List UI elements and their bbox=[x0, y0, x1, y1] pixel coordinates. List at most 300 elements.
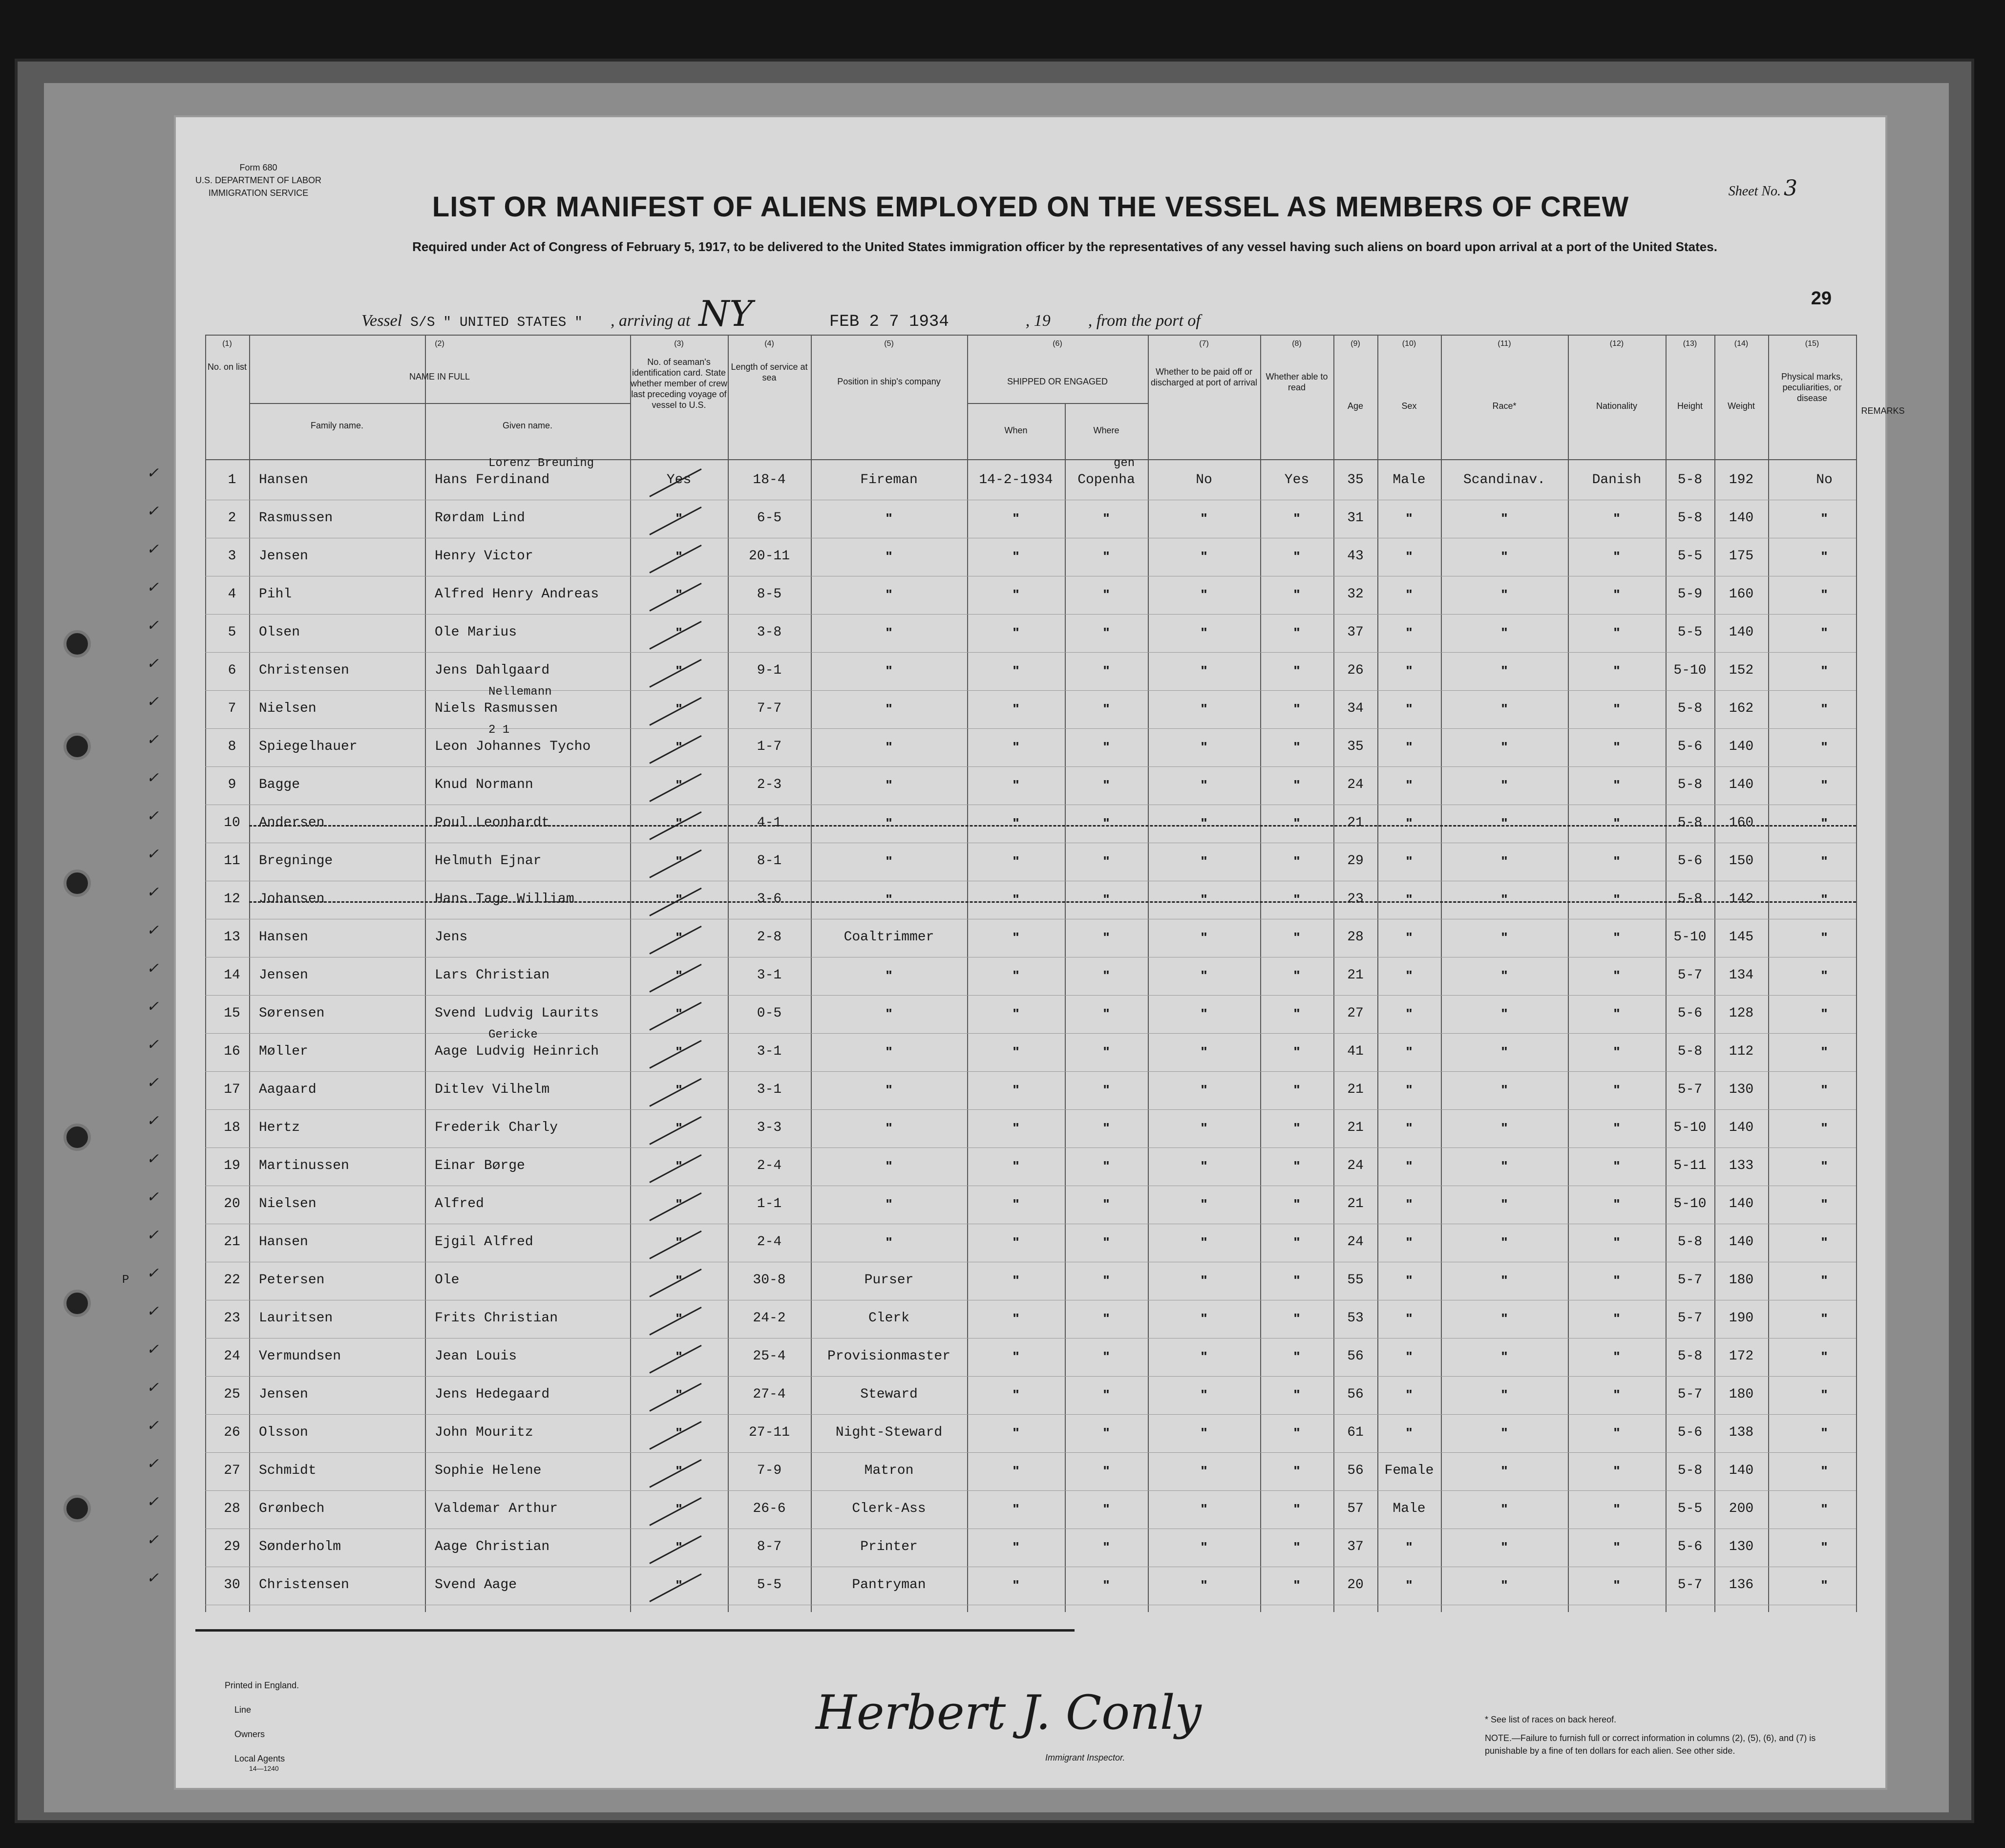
cell-height: 5-8 bbox=[1677, 892, 1703, 907]
cell-id: " bbox=[675, 1044, 682, 1059]
department: U.S. DEPARTMENT OF LABOR bbox=[195, 175, 322, 185]
cell-race: " bbox=[1501, 510, 1508, 526]
cell-phys: " bbox=[1821, 968, 1828, 983]
cell-paid: " bbox=[1201, 1082, 1207, 1097]
cell-no: 21 bbox=[224, 1234, 240, 1250]
cell-height: 5-7 bbox=[1677, 1082, 1703, 1097]
cell-family: Olsen bbox=[259, 625, 300, 640]
given-name-addition: 2 1 bbox=[488, 723, 510, 737]
cell-phys: " bbox=[1821, 1006, 1828, 1021]
cell-id: " bbox=[675, 777, 682, 792]
cell-phys: " bbox=[1821, 1196, 1828, 1211]
cell-service: 27-4 bbox=[753, 1387, 786, 1402]
cell-height: 5-8 bbox=[1677, 1463, 1703, 1478]
cell-position: Pantryman bbox=[852, 1577, 926, 1593]
row-mark: P bbox=[122, 1274, 129, 1287]
cell-position: " bbox=[886, 1044, 892, 1059]
column-number: (12) bbox=[1609, 340, 1624, 348]
checkmark: ✓ bbox=[147, 807, 159, 825]
cell-position: " bbox=[886, 739, 892, 754]
cell-nat: " bbox=[1613, 1463, 1620, 1478]
cell-service: 3-6 bbox=[757, 892, 782, 907]
column-number: (15) bbox=[1805, 340, 1819, 348]
cell-height: 5-7 bbox=[1677, 1387, 1703, 1402]
table-column-rule bbox=[249, 335, 250, 1612]
checkmark: ✓ bbox=[147, 1036, 159, 1053]
cell-family: Hertz bbox=[259, 1120, 300, 1135]
cell-paid: " bbox=[1201, 777, 1207, 792]
cell-where: " bbox=[1103, 587, 1110, 602]
page-subtitle: Required under Act of Congress of February 5, 1917, to be delivered to the United States immigration officer by the representatives of any vessel having such aliens on board upon arrival at a port of the United States. bbox=[412, 239, 1717, 254]
cell-read: " bbox=[1293, 1273, 1300, 1288]
cell-nat: " bbox=[1613, 1273, 1620, 1288]
cell-paid: " bbox=[1201, 968, 1207, 983]
cell-given: John Mouritz bbox=[435, 1425, 533, 1440]
cell-read: " bbox=[1293, 625, 1300, 640]
cell-position: " bbox=[886, 1196, 892, 1211]
cell-id: " bbox=[675, 1158, 682, 1173]
cell-age: 24 bbox=[1347, 1234, 1364, 1250]
cell-race: " bbox=[1501, 853, 1508, 869]
header-position: Position in ship's company bbox=[837, 377, 941, 386]
cell-id: " bbox=[675, 853, 682, 869]
cell-age: 32 bbox=[1347, 587, 1364, 602]
row-rule bbox=[205, 1490, 1856, 1491]
cell-nat: " bbox=[1613, 1158, 1620, 1173]
cell-nat: " bbox=[1613, 1196, 1620, 1211]
cell-when: " bbox=[1013, 1273, 1019, 1288]
cell-age: 41 bbox=[1347, 1044, 1364, 1059]
checkmark: ✓ bbox=[147, 579, 159, 596]
row-rule bbox=[205, 1109, 1856, 1110]
cell-when: " bbox=[1013, 1006, 1019, 1021]
cell-when: " bbox=[1013, 1234, 1019, 1250]
cell-phys: " bbox=[1821, 1158, 1828, 1173]
cell-paid: " bbox=[1201, 1501, 1207, 1516]
header-sex: Sex bbox=[1401, 401, 1417, 411]
cell-race: " bbox=[1501, 1082, 1508, 1097]
cell-nat: " bbox=[1613, 1234, 1620, 1250]
cell-id: " bbox=[675, 663, 682, 678]
cell-weight: 140 bbox=[1729, 739, 1754, 754]
cell-age: 61 bbox=[1347, 1425, 1364, 1440]
header-paid-off: Whether to be paid off or discharged at port of arrival bbox=[1150, 367, 1258, 387]
sheet-label: Sheet No. bbox=[1728, 184, 1781, 199]
cell-position: Night-Steward bbox=[835, 1425, 943, 1440]
cell-where: " bbox=[1103, 930, 1110, 945]
cell-read: " bbox=[1293, 815, 1300, 830]
cell-weight: 140 bbox=[1729, 777, 1754, 792]
cell-race: " bbox=[1501, 1120, 1508, 1135]
cell-when: " bbox=[1013, 510, 1019, 526]
cell-race: " bbox=[1501, 1273, 1508, 1288]
cell-age: 35 bbox=[1347, 739, 1364, 754]
cell-paid: " bbox=[1201, 1387, 1207, 1402]
cell-nat: " bbox=[1613, 663, 1620, 678]
penalty-note: NOTE.—Failure to furnish full or correct information in columns (2), (5), (6), and (7) is punishable by a fine of ten dollars for each alien. See other side. bbox=[1485, 1733, 1816, 1756]
cell-age: 55 bbox=[1347, 1273, 1364, 1288]
cell-height: 5-10 bbox=[1673, 1196, 1707, 1211]
cell-height: 5-10 bbox=[1673, 663, 1707, 678]
cell-sex: " bbox=[1406, 587, 1413, 602]
cell-sex: " bbox=[1406, 663, 1413, 678]
checkmark: ✓ bbox=[147, 617, 159, 634]
cell-where: " bbox=[1103, 1387, 1110, 1402]
cell-family: Jensen bbox=[259, 549, 308, 564]
cell-weight: 160 bbox=[1729, 587, 1754, 602]
checkmark: ✓ bbox=[147, 465, 159, 482]
cell-nat: " bbox=[1613, 1539, 1620, 1554]
cell-family: Bagge bbox=[259, 777, 300, 792]
cell-id: " bbox=[675, 815, 682, 830]
cell-race: " bbox=[1501, 815, 1508, 830]
cell-given: Alfred bbox=[435, 1196, 484, 1211]
cell-where: " bbox=[1103, 549, 1110, 564]
cell-service: 3-1 bbox=[757, 968, 782, 983]
cell-height: 5-6 bbox=[1677, 1539, 1703, 1554]
cell-phys: " bbox=[1821, 1082, 1828, 1097]
cell-service: 8-1 bbox=[757, 853, 782, 869]
cell-age: 26 bbox=[1347, 663, 1364, 678]
cell-service: 1-1 bbox=[757, 1196, 782, 1211]
row-rule bbox=[205, 728, 1856, 729]
cell-where: " bbox=[1103, 1463, 1110, 1478]
cell-no: 7 bbox=[228, 701, 236, 716]
cell-weight: 133 bbox=[1729, 1158, 1754, 1173]
cell-position: " bbox=[886, 510, 892, 526]
cell-service: 1-7 bbox=[757, 739, 782, 754]
cell-when: " bbox=[1013, 1120, 1019, 1135]
cell-nat: " bbox=[1613, 1082, 1620, 1097]
cell-position: " bbox=[886, 1006, 892, 1021]
cell-given: Svend Ludvig Laurits bbox=[435, 1006, 599, 1021]
cell-service: 3-8 bbox=[757, 625, 782, 640]
cell-age: 21 bbox=[1347, 1082, 1364, 1097]
checkmark: ✓ bbox=[147, 1570, 159, 1587]
cell-weight: 128 bbox=[1729, 1006, 1754, 1021]
cell-race: " bbox=[1501, 1577, 1508, 1593]
cell-phys: " bbox=[1821, 510, 1828, 526]
cell-weight: 130 bbox=[1729, 1539, 1754, 1554]
cell-given: Frederik Charly bbox=[435, 1120, 558, 1135]
cell-phys: " bbox=[1821, 815, 1828, 830]
cell-read: " bbox=[1293, 1387, 1300, 1402]
cell-where: " bbox=[1103, 739, 1110, 754]
cell-height: 5-8 bbox=[1677, 510, 1703, 526]
cell-service: 7-7 bbox=[757, 701, 782, 716]
cell-when: 14-2-1934 bbox=[979, 472, 1053, 488]
cell-phys: " bbox=[1821, 625, 1828, 640]
line-label: Line bbox=[234, 1705, 252, 1715]
cell-given: Ole Marius bbox=[435, 625, 517, 640]
header-where: Where bbox=[1093, 425, 1119, 435]
cell-weight: 140 bbox=[1729, 1234, 1754, 1250]
column-number: (10) bbox=[1402, 340, 1416, 348]
cell-weight: 112 bbox=[1729, 1044, 1754, 1059]
cell-phys: " bbox=[1821, 892, 1828, 907]
cell-race: " bbox=[1501, 1044, 1508, 1059]
cell-height: 5-5 bbox=[1677, 625, 1703, 640]
cell-where: " bbox=[1103, 1577, 1110, 1593]
vessel-label: Vessel bbox=[361, 312, 402, 330]
cell-family: Jensen bbox=[259, 968, 308, 983]
cell-sex: " bbox=[1406, 1539, 1413, 1554]
cell-height: 5-6 bbox=[1677, 739, 1703, 754]
cell-race: " bbox=[1501, 930, 1508, 945]
cell-race: " bbox=[1501, 1158, 1508, 1173]
cell-read: " bbox=[1293, 1501, 1300, 1516]
cell-read: " bbox=[1293, 930, 1300, 945]
cell-height: 5-8 bbox=[1677, 1044, 1703, 1059]
cell-race: " bbox=[1501, 1196, 1508, 1211]
cell-weight: 160 bbox=[1729, 815, 1754, 830]
cell-id: " bbox=[675, 930, 682, 945]
cell-weight: 140 bbox=[1729, 625, 1754, 640]
binder-hole bbox=[63, 1124, 91, 1151]
cell-read: " bbox=[1293, 1006, 1300, 1021]
cell-weight: 134 bbox=[1729, 968, 1754, 983]
cell-id: " bbox=[675, 739, 682, 754]
strikethrough-line bbox=[249, 901, 1856, 903]
cell-given: Jens Dahlgaard bbox=[435, 663, 550, 678]
cell-read: " bbox=[1293, 701, 1300, 716]
cell-service: 4-1 bbox=[757, 815, 782, 830]
cell-read: " bbox=[1293, 1311, 1300, 1326]
cell-where: " bbox=[1103, 510, 1110, 526]
cell-sex: " bbox=[1406, 892, 1413, 907]
cell-given: Hans Tage William bbox=[435, 892, 574, 907]
cell-given: Einar Børge bbox=[435, 1158, 525, 1173]
cell-nat: " bbox=[1613, 1044, 1620, 1059]
cell-position: Clerk-Ass bbox=[852, 1501, 926, 1516]
cell-sex: " bbox=[1406, 1425, 1413, 1440]
cell-given: Knud Normann bbox=[435, 777, 533, 792]
cell-where: " bbox=[1103, 1082, 1110, 1097]
cell-race: " bbox=[1501, 1349, 1508, 1364]
cell-where: " bbox=[1103, 968, 1110, 983]
cell-read: " bbox=[1293, 968, 1300, 983]
checkmark: ✓ bbox=[147, 503, 159, 520]
header-height: Height bbox=[1677, 401, 1703, 411]
cell-read: " bbox=[1293, 1120, 1300, 1135]
cell-age: 56 bbox=[1347, 1463, 1364, 1478]
cell-position: " bbox=[886, 1082, 892, 1097]
cell-service: 2-4 bbox=[757, 1158, 782, 1173]
cell-phys: " bbox=[1821, 1044, 1828, 1059]
cell-when: " bbox=[1013, 1539, 1019, 1554]
cell-weight: 140 bbox=[1729, 1120, 1754, 1135]
header-nationality: Nationality bbox=[1596, 401, 1638, 411]
cell-when: " bbox=[1013, 739, 1019, 754]
cell-height: 5-7 bbox=[1677, 1311, 1703, 1326]
cell-sex: " bbox=[1406, 625, 1413, 640]
cell-paid: " bbox=[1201, 892, 1207, 907]
cell-position: " bbox=[886, 1158, 892, 1173]
table-top-rule bbox=[205, 335, 1856, 336]
cell-position: " bbox=[886, 1234, 892, 1250]
cell-nat: " bbox=[1613, 1501, 1620, 1516]
cell-sex: " bbox=[1406, 1082, 1413, 1097]
cell-age: 21 bbox=[1347, 815, 1364, 830]
given-name-addition: Gericke bbox=[488, 1028, 538, 1041]
cell-service: 18-4 bbox=[753, 472, 786, 488]
cell-paid: " bbox=[1201, 1539, 1207, 1554]
row-rule bbox=[205, 995, 1856, 996]
cell-id: " bbox=[675, 1349, 682, 1364]
cell-id: " bbox=[675, 1463, 682, 1478]
cell-nat: " bbox=[1613, 1311, 1620, 1326]
cell-read: " bbox=[1293, 1158, 1300, 1173]
cell-family: Olsson bbox=[259, 1425, 308, 1440]
header-length-service: Length of service at sea bbox=[731, 362, 808, 382]
cell-sex: " bbox=[1406, 1196, 1413, 1211]
cell-weight: 180 bbox=[1729, 1273, 1754, 1288]
cell-read: " bbox=[1293, 777, 1300, 792]
cell-weight: 180 bbox=[1729, 1387, 1754, 1402]
cell-paid: " bbox=[1201, 1463, 1207, 1478]
cell-weight: 150 bbox=[1729, 853, 1754, 869]
column-number: (1) bbox=[222, 340, 232, 348]
cell-age: 34 bbox=[1347, 701, 1364, 716]
cell-id: " bbox=[675, 1501, 682, 1516]
cell-race: " bbox=[1501, 549, 1508, 564]
cell-when: " bbox=[1013, 1044, 1019, 1059]
cell-age: 24 bbox=[1347, 777, 1364, 792]
cell-age: 21 bbox=[1347, 1196, 1364, 1211]
header-race: Race* bbox=[1492, 401, 1517, 411]
cell-family: Bregninge bbox=[259, 853, 333, 869]
cell-read: " bbox=[1293, 739, 1300, 754]
cell-id: " bbox=[675, 510, 682, 526]
cell-sex: Male bbox=[1393, 472, 1426, 488]
cell-when: " bbox=[1013, 1577, 1019, 1593]
name-subheader-rule bbox=[249, 403, 630, 404]
cell-id: " bbox=[675, 587, 682, 602]
cell-family: Hansen bbox=[259, 1234, 308, 1250]
cell-nat: " bbox=[1613, 510, 1620, 526]
cell-height: 5-10 bbox=[1673, 930, 1707, 945]
cell-given: Alfred Henry Andreas bbox=[435, 587, 599, 602]
cell-family: Aagaard bbox=[259, 1082, 317, 1097]
cell-paid: " bbox=[1201, 1120, 1207, 1135]
cell-nat: " bbox=[1613, 1006, 1620, 1021]
cell-race: " bbox=[1501, 968, 1508, 983]
cell-read: " bbox=[1293, 1425, 1300, 1440]
cell-paid: " bbox=[1201, 1234, 1207, 1250]
cell-service: 27-11 bbox=[748, 1425, 790, 1440]
cell-when: " bbox=[1013, 1311, 1019, 1326]
cell-nat: " bbox=[1613, 892, 1620, 907]
cell-nat: " bbox=[1613, 1425, 1620, 1440]
table-column-rule bbox=[205, 335, 206, 1612]
cell-weight: 140 bbox=[1729, 1463, 1754, 1478]
cell-nat: " bbox=[1613, 549, 1620, 564]
cell-position: " bbox=[886, 549, 892, 564]
cell-nat: " bbox=[1613, 1387, 1620, 1402]
row-rule bbox=[205, 1452, 1856, 1453]
cell-no: 27 bbox=[224, 1463, 240, 1478]
column-number: (6) bbox=[1053, 340, 1062, 348]
cell-sex: " bbox=[1406, 701, 1413, 716]
cell-weight: 142 bbox=[1729, 892, 1754, 907]
cell-family: Møller bbox=[259, 1044, 308, 1059]
cell-nat: " bbox=[1613, 739, 1620, 754]
table-column-rule bbox=[425, 335, 426, 1612]
cell-family: Petersen bbox=[259, 1273, 325, 1288]
page-title: LIST OR MANIFEST OF ALIENS EMPLOYED ON THE VESSEL AS MEMBERS OF CREW bbox=[432, 191, 1629, 223]
from-port-label: , from the port of bbox=[1088, 312, 1201, 330]
cell-given: Rørdam Lind bbox=[435, 510, 525, 526]
where-addition: gen bbox=[1114, 457, 1135, 470]
cell-weight: 172 bbox=[1729, 1349, 1754, 1364]
cell-nat: " bbox=[1613, 815, 1620, 830]
cell-weight: 140 bbox=[1729, 510, 1754, 526]
printed-note: Printed in England. bbox=[225, 1680, 299, 1690]
cell-phys: " bbox=[1821, 549, 1828, 564]
given-name-addition: Lorenz Breuning bbox=[488, 457, 594, 470]
cell-when: " bbox=[1013, 1387, 1019, 1402]
cell-service: 3-3 bbox=[757, 1120, 782, 1135]
checkmark: ✓ bbox=[147, 998, 159, 1015]
form-number: Form 680 bbox=[239, 163, 277, 172]
cell-given: Ejgil Alfred bbox=[435, 1234, 533, 1250]
cell-given: Hans Ferdinand bbox=[435, 472, 550, 488]
checkmark: ✓ bbox=[147, 846, 159, 863]
cell-sex: " bbox=[1406, 1311, 1413, 1326]
cell-phys: " bbox=[1821, 777, 1828, 792]
cell-no: 14 bbox=[224, 968, 240, 983]
cell-no: 5 bbox=[228, 625, 236, 640]
checkmark: ✓ bbox=[147, 541, 159, 558]
cell-no: 2 bbox=[228, 510, 236, 526]
cell-id: " bbox=[675, 701, 682, 716]
cell-family: Sønderholm bbox=[259, 1539, 341, 1554]
cell-no: 6 bbox=[228, 663, 236, 678]
cell-nat: " bbox=[1613, 930, 1620, 945]
header-age: Age bbox=[1347, 401, 1364, 411]
cell-paid: " bbox=[1201, 1158, 1207, 1173]
cell-given: Poul Leonhardt bbox=[435, 815, 550, 830]
cell-service: 8-5 bbox=[757, 587, 782, 602]
cell-family: Sørensen bbox=[259, 1006, 325, 1021]
cell-position: " bbox=[886, 663, 892, 678]
column-number: (7) bbox=[1199, 340, 1209, 348]
agents-label: Local Agents bbox=[234, 1754, 285, 1763]
cell-where: " bbox=[1103, 1006, 1110, 1021]
cell-age: 37 bbox=[1347, 625, 1364, 640]
cell-no: 3 bbox=[228, 549, 236, 564]
cell-family: Lauritsen bbox=[259, 1311, 333, 1326]
cell-no: 29 bbox=[224, 1539, 240, 1554]
binder-hole bbox=[63, 1495, 91, 1522]
cell-when: " bbox=[1013, 892, 1019, 907]
cell-sex: " bbox=[1406, 1044, 1413, 1059]
cell-no: 18 bbox=[224, 1120, 240, 1135]
cell-race: " bbox=[1501, 663, 1508, 678]
checkmark: ✓ bbox=[147, 769, 159, 786]
cell-no: 30 bbox=[224, 1577, 240, 1593]
cell-no: 23 bbox=[224, 1311, 240, 1326]
column-number: (13) bbox=[1683, 340, 1697, 348]
cell-sex: " bbox=[1406, 510, 1413, 526]
cell-paid: " bbox=[1201, 1311, 1207, 1326]
cell-phys: " bbox=[1821, 930, 1828, 945]
checkmark: ✓ bbox=[147, 922, 159, 939]
header-physical: Physical marks, peculiarities, or disease bbox=[1781, 372, 1843, 403]
cell-service: 2-8 bbox=[757, 930, 782, 945]
cell-id: " bbox=[675, 1082, 682, 1097]
cell-nat: " bbox=[1613, 1120, 1620, 1135]
